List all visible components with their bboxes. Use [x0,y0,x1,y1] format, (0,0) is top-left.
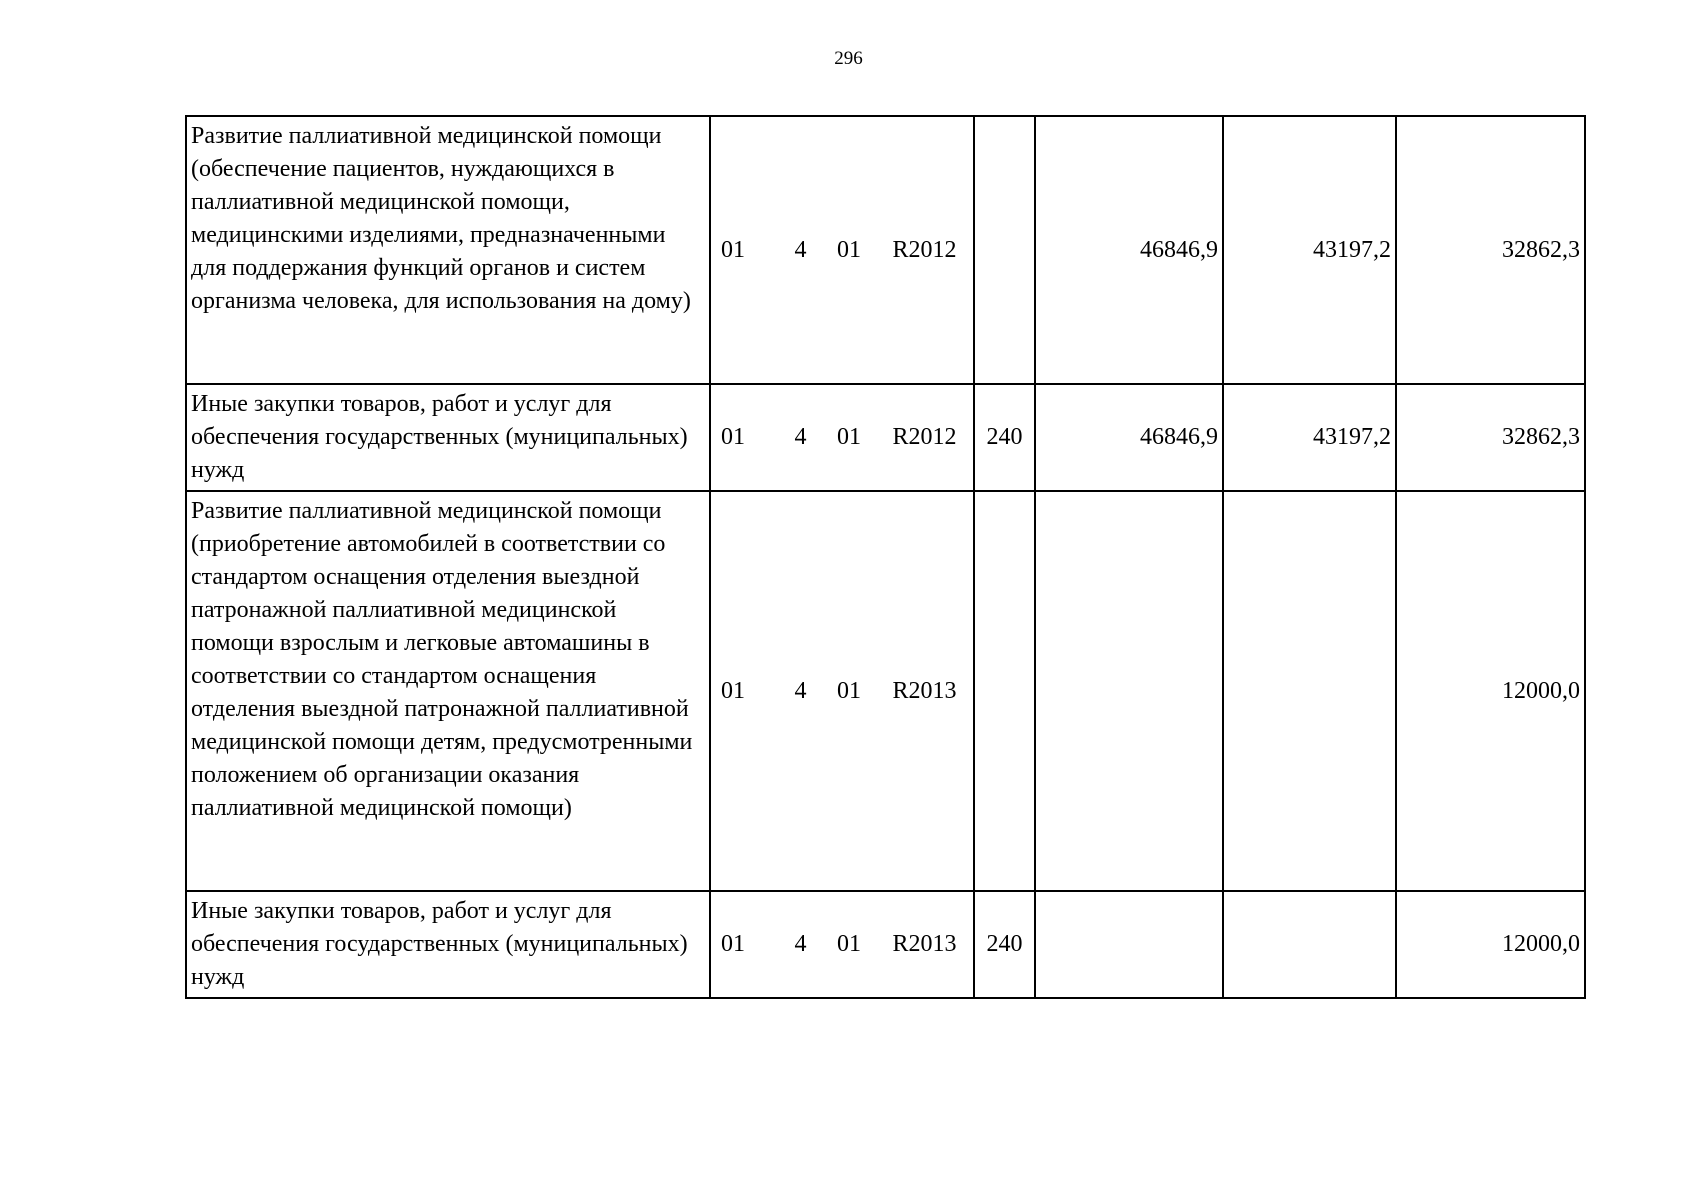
value-1-cell: 46846,9 [1035,384,1223,491]
classification-codes-cell [710,384,974,491]
direction-code: R2012 [892,236,957,263]
value-3-cell: 12000,0 [1396,891,1585,998]
program-code: 01 [721,931,745,957]
table-row [186,116,1585,384]
value-3-cell: 32862,3 [1396,116,1585,384]
program-code: 01 [721,236,745,263]
expense-type-cell: 240 [974,384,1035,491]
value-1-cell [1035,891,1223,998]
value-1-cell [1035,491,1223,891]
value-1-cell: 46846,9 [1035,116,1223,384]
value-3-cell: 32862,3 [1396,384,1585,491]
program-code: 01 [721,677,745,704]
table-row [186,891,1585,998]
expense-type-cell [974,491,1035,891]
table-row [186,384,1585,491]
row-name-cell: Развитие паллиативной медицинской помощи (приобретение автомобилей в соответствии со стандартом оснащения отделения выездной патронажной паллиативной медицинской помощи взрослым и легковые автомашины в соответствии со стандартом оснащения отделения выездной патронажной паллиативной медицинской помощи детям, предусмотренными положением об организации оказания паллиативной медицинской помощи) [186,491,710,891]
row-name-cell: Иные закупки товаров, работ и услуг для обеспечения государственных (муниципальных) нужд [186,891,710,998]
subprogram-code: 4 [794,424,807,450]
value-2-cell: 43197,2 [1223,384,1396,491]
value-2-cell [1223,891,1396,998]
table-row [186,491,1585,891]
classification-codes-cell [710,116,974,384]
direction-code: R2013 [892,677,957,704]
row-name-cell: Иные закупки товаров, работ и услуг для обеспечения государственных (муниципальных) нужд [186,384,710,491]
classification-codes-cell [710,891,974,998]
subprogram-code: 4 [794,931,807,957]
direction-code: R2012 [892,424,957,450]
main-event-code: 01 [836,424,861,450]
main-event-code: 01 [836,677,861,704]
row-name-cell: Развитие паллиативной медицинской помощи (обеспечение пациентов, нуждающихся в паллиативной медицинской помощи, медицинскими изделиями, предназначенными для поддержания функций органов и систем организма человека, для использования на дому) [186,116,710,384]
subprogram-code: 4 [794,236,807,263]
value-3-cell: 12000,0 [1396,491,1585,891]
main-event-code: 01 [836,931,861,957]
main-event-code: 01 [836,236,861,263]
classification-codes-cell [710,491,974,891]
direction-code: R2013 [892,931,957,957]
page-number: 296 [834,48,863,69]
budget-table [185,115,1586,999]
value-2-cell [1223,491,1396,891]
subprogram-code: 4 [794,677,807,704]
program-code: 01 [721,424,745,450]
value-2-cell: 43197,2 [1223,116,1396,384]
expense-type-cell: 240 [974,891,1035,998]
expense-type-cell [974,116,1035,384]
